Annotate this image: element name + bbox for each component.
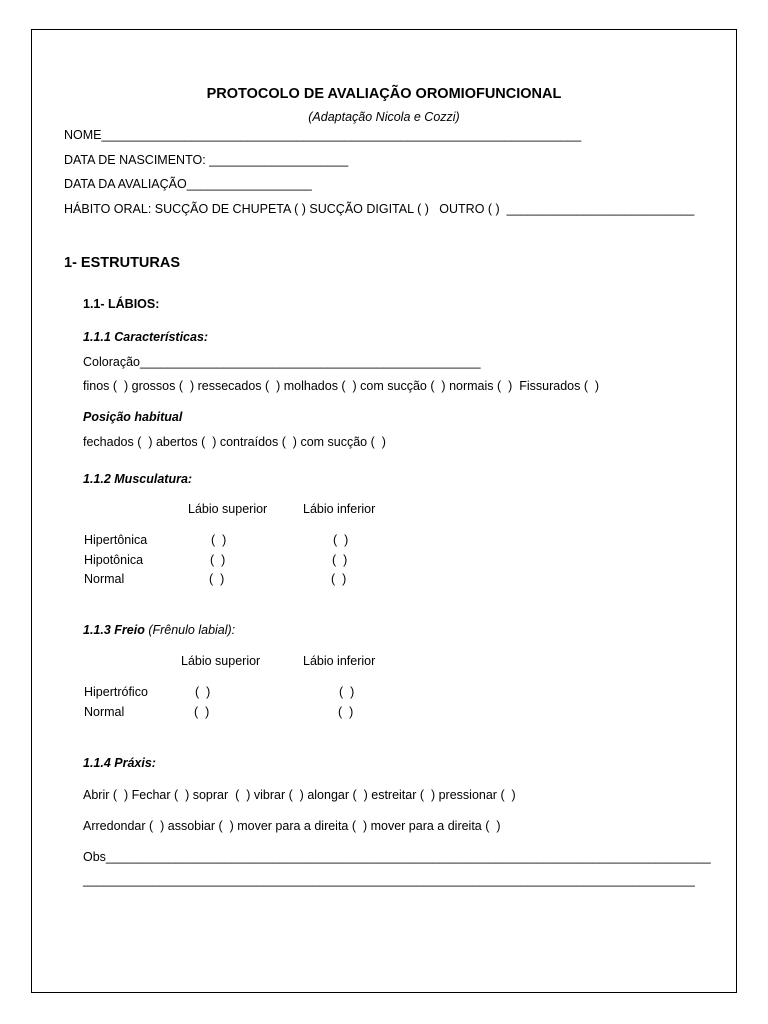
musculature-col-lower-lip: Lábio inferior	[303, 502, 376, 516]
evaluation-date-field: DATA DA AVALIAÇÃO__________________	[64, 177, 312, 191]
praxis-options-line1: Abrir ( ) Fechar ( ) soprar ( ) vibrar ( ) alongar ( ) estreitar ( ) pressionar ( )	[83, 788, 516, 802]
musculature-heading: 1.1.2 Musculatura:	[83, 472, 193, 486]
frenum-col-lower-lip: Lábio inferior	[303, 654, 376, 668]
checkbox-upper: ( )	[195, 685, 211, 699]
praxis-heading: 1.1.4 Práxis:	[83, 756, 156, 770]
frenum-heading-rest: (Frênulo labial):	[144, 623, 236, 637]
checkbox-upper: ( )	[194, 705, 210, 719]
table-row-label: Hipertônica	[84, 533, 148, 547]
document-subtitle: (Adaptação Nicola e Cozzi)	[308, 110, 460, 124]
birth-date-field: DATA DE NASCIMENTO: ____________________	[64, 153, 349, 167]
table-row-label: Normal	[84, 705, 125, 719]
checkbox-lower: ( )	[333, 533, 349, 547]
observations-line2: ________________________________________________________________________________________	[83, 873, 695, 887]
checkbox-upper: ( )	[209, 572, 225, 586]
frenum-col-upper-lip: Lábio superior	[181, 654, 261, 668]
page-border	[31, 29, 737, 993]
subsection-lips: 1.1- LÁBIOS:	[83, 297, 160, 311]
checkbox-upper: ( )	[210, 553, 226, 567]
praxis-options-line2: Arredondar ( ) assobiar ( ) mover para a direita ( ) mover para a direita ( )	[83, 819, 501, 833]
checkbox-lower: ( )	[332, 553, 348, 567]
observations-line1: Obs_______________________________________________________________________________________	[83, 850, 711, 864]
characteristics-options: finos ( ) grossos ( ) ressecados ( ) molhados ( ) com sucção ( ) normais ( ) Fissurados ( )	[83, 379, 600, 393]
table-row-label: Normal	[84, 572, 125, 586]
table-row-label: Hipotônica	[84, 553, 144, 567]
frenum-heading	[83, 624, 235, 637]
document-title: PROTOCOLO DE AVALIAÇÃO OROMIOFUNCIONAL	[206, 86, 562, 102]
name-field: NOME_____________________________________________________________________	[64, 128, 582, 142]
habitual-position-options: fechados ( ) abertos ( ) contraídos ( ) com sucção ( )	[83, 435, 386, 449]
checkbox-lower: ( )	[331, 572, 347, 586]
coloration-field: Coloração_________________________________________________	[83, 355, 481, 369]
table-row-label: Hipertrófico	[84, 685, 148, 699]
musculature-col-upper-lip: Lábio superior	[188, 502, 268, 516]
checkbox-lower: ( )	[338, 705, 354, 719]
checkbox-upper: ( )	[211, 533, 227, 547]
characteristics-heading: 1.1.1 Características:	[83, 330, 209, 344]
habitual-position-heading: Posição habitual	[83, 410, 183, 424]
oral-habit-field: HÁBITO ORAL: SUCÇÃO DE CHUPETA ( ) SUCÇÃO DIGITAL ( ) OUTRO ( ) ___________________________	[64, 202, 695, 216]
checkbox-lower: ( )	[339, 685, 355, 699]
frenum-heading-bold: 1.1.3 Freio	[83, 623, 145, 637]
section-heading-structures: 1- ESTRUTURAS	[64, 255, 181, 271]
